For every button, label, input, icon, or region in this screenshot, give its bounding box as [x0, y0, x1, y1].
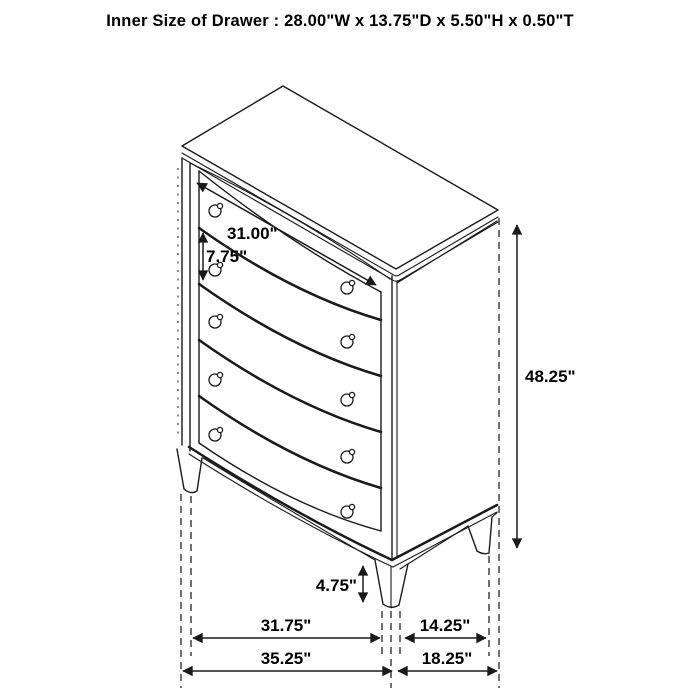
front-left-leg — [177, 449, 202, 493]
dim-side-leg-span — [405, 616, 486, 638]
chest-front-right-corner — [392, 276, 397, 559]
chest-base-rail — [189, 447, 393, 567]
dim-overall-height-label: 48.25" — [525, 367, 576, 386]
dim-overall-width — [183, 649, 392, 671]
knob — [341, 280, 355, 294]
dim-drawer-front-width-label: 31.00" — [227, 224, 278, 243]
drawer-separator — [199, 340, 381, 432]
knob — [341, 449, 355, 463]
knob — [209, 314, 223, 328]
knob — [341, 334, 355, 348]
dim-side-leg-span-label: 14.25" — [419, 616, 471, 635]
dim-leg-height-label: 4.75" — [315, 576, 357, 595]
knob — [209, 427, 223, 441]
right-base-rail — [392, 505, 497, 560]
dim-front-leg-span — [193, 616, 380, 638]
dim-drawer-front-width — [197, 183, 376, 285]
dim-overall-height — [517, 225, 576, 548]
knob — [341, 392, 355, 406]
chest-drawing — [177, 86, 498, 608]
drawer-separator — [199, 396, 381, 488]
chest-left-edge — [178, 158, 190, 451]
knob — [341, 504, 355, 518]
knob — [209, 203, 223, 217]
drawer5-bottom-edge — [199, 443, 381, 531]
dim-overall-depth-label: 18.25" — [421, 649, 473, 668]
knob — [209, 372, 223, 386]
dim-drawer-front-height-label: 7.75" — [206, 247, 248, 266]
dim-overall-depth — [398, 649, 497, 671]
dim-front-leg-span-label: 31.75" — [260, 616, 312, 635]
dimension-annotations — [183, 183, 576, 671]
dim-leg-height — [316, 566, 363, 602]
chest-front-drawers — [190, 163, 390, 531]
right-back-leg — [468, 517, 492, 554]
page-title: Inner Size of Drawer : 28.00"W x 13.75"D x 5.50"H x 0.50"T — [106, 12, 574, 30]
dim-overall-width-label: 35.25" — [260, 649, 312, 668]
drawer-separator — [199, 284, 381, 376]
chest-right-side — [392, 221, 497, 569]
